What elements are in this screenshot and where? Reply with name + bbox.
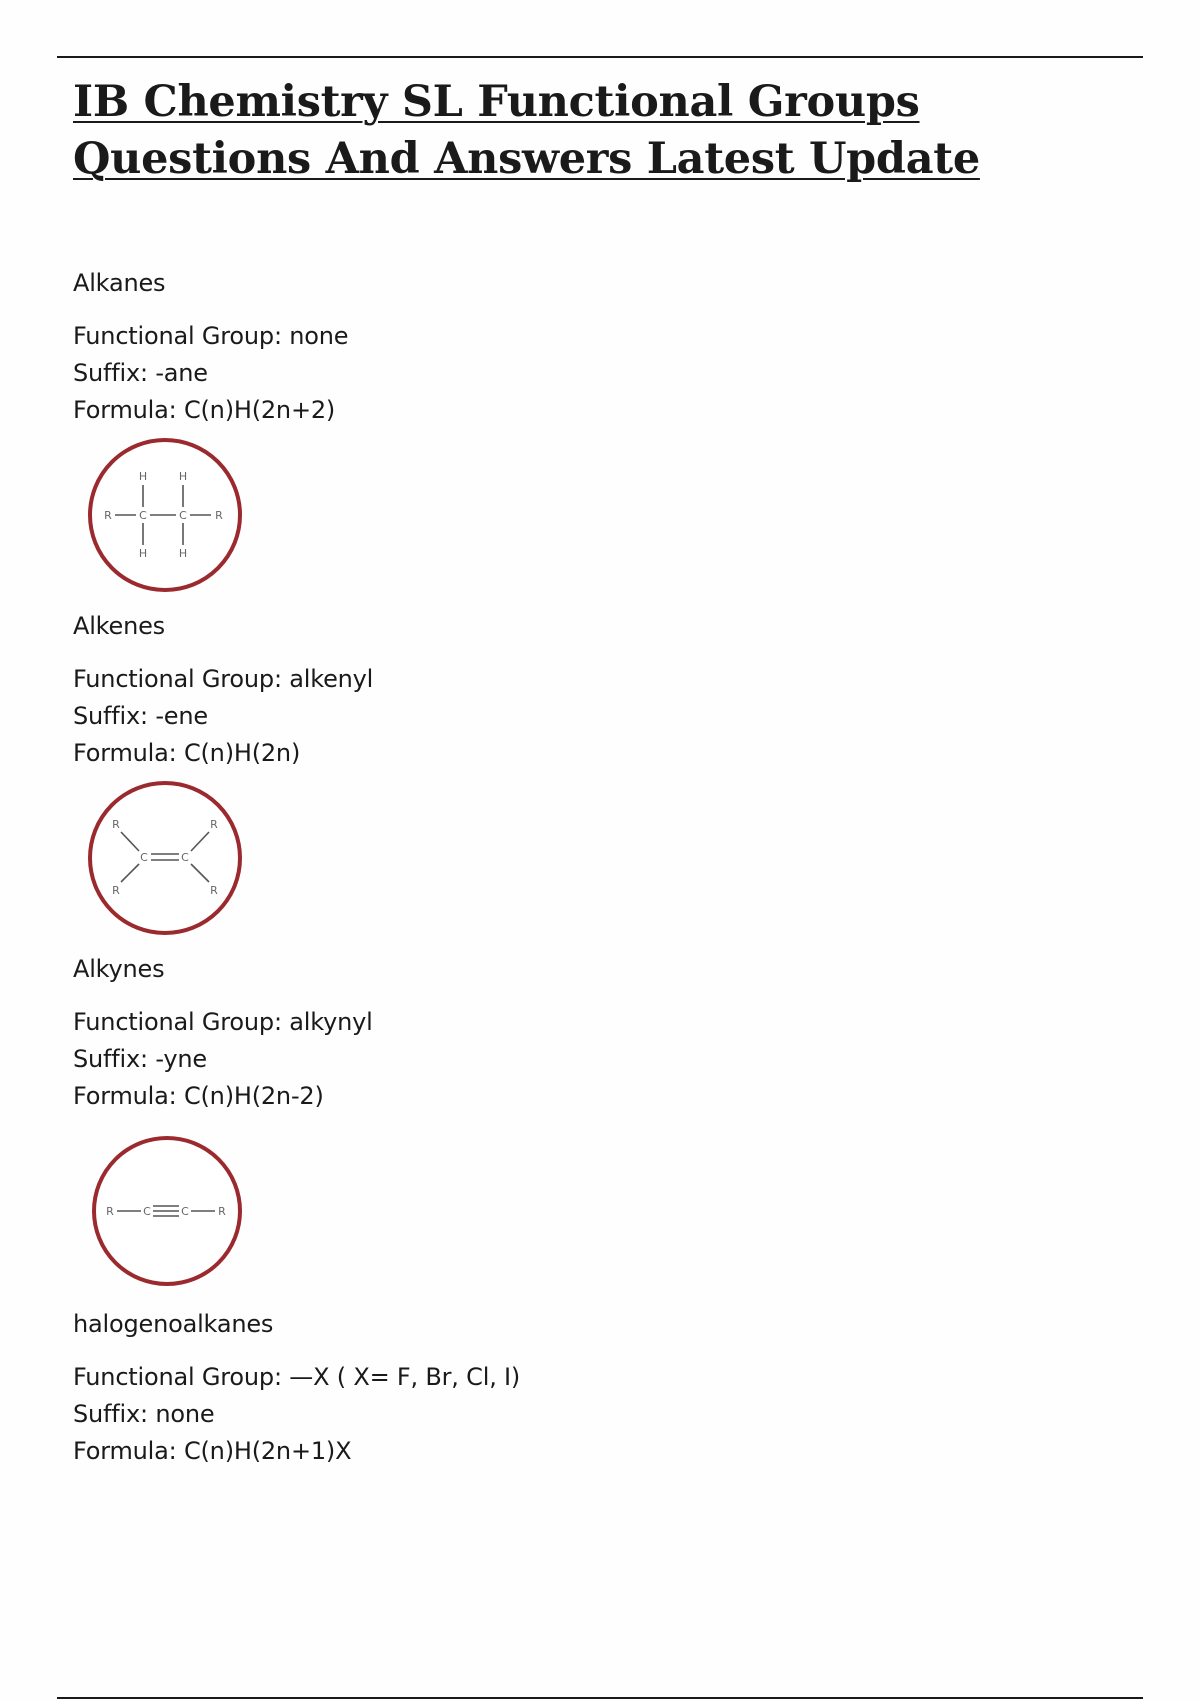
carbon-label: C (181, 851, 189, 864)
section-halogenoalkanes (73, 1306, 1073, 1470)
r-label: R (106, 1205, 114, 1218)
carbon-label: C (139, 509, 147, 522)
alkane-structure-icon (83, 435, 253, 595)
r-label: R (104, 509, 112, 522)
carbon-label: C (140, 851, 148, 864)
carbon-label: C (181, 1205, 189, 1218)
section-heading: Alkynes (73, 955, 165, 983)
suffix-line: Suffix: -yne (73, 1045, 207, 1073)
hydrogen-label: H (138, 547, 148, 560)
r-label: R (210, 884, 218, 897)
section-alkanes (73, 265, 1073, 595)
suffix-line: Suffix: none (73, 1400, 215, 1428)
r-label: R (215, 509, 223, 522)
suffix-line: Suffix: -ene (73, 702, 208, 730)
carbon-label: C (179, 509, 187, 522)
formula-line: Formula: C(n)H(2n-2) (73, 1082, 324, 1110)
r-label: R (112, 884, 120, 897)
functional-group-line: Functional Group: alkynyl (73, 1008, 373, 1036)
r-label: R (218, 1205, 226, 1218)
section-alkenes (73, 608, 1073, 938)
spacer (73, 1115, 1073, 1127)
r-label: R (210, 818, 218, 831)
document-body (73, 265, 1073, 1470)
hydrogen-label: H (178, 470, 188, 483)
suffix-line: Suffix: -ane (73, 359, 208, 387)
hydrogen-label: H (138, 470, 148, 483)
section-alkynes (73, 951, 1073, 1293)
formula-line: Formula: C(n)H(2n+1)X (73, 1437, 352, 1465)
functional-group-line: Functional Group: alkenyl (73, 665, 374, 693)
section-heading: Alkanes (73, 269, 166, 297)
alkene-structure-icon (83, 778, 253, 938)
formula-line: Formula: C(n)H(2n) (73, 739, 301, 767)
bottom-rule (57, 1697, 1143, 1699)
section-heading: Alkenes (73, 612, 165, 640)
page-title: IB Chemistry SL Functional Groups Questions And Answers Latest Update (73, 77, 980, 184)
section-heading: halogenoalkanes (73, 1310, 274, 1338)
functional-group-line: Functional Group: none (73, 322, 349, 350)
alkyne-structure-icon (83, 1133, 253, 1293)
r-label: R (112, 818, 120, 831)
hydrogen-label: H (178, 547, 188, 560)
top-rule (57, 56, 1143, 58)
carbon-label: C (143, 1205, 151, 1218)
functional-group-line: Functional Group: —X ( X= F, Br, Cl, I) (73, 1363, 521, 1391)
formula-line: Formula: C(n)H(2n+2) (73, 396, 336, 424)
